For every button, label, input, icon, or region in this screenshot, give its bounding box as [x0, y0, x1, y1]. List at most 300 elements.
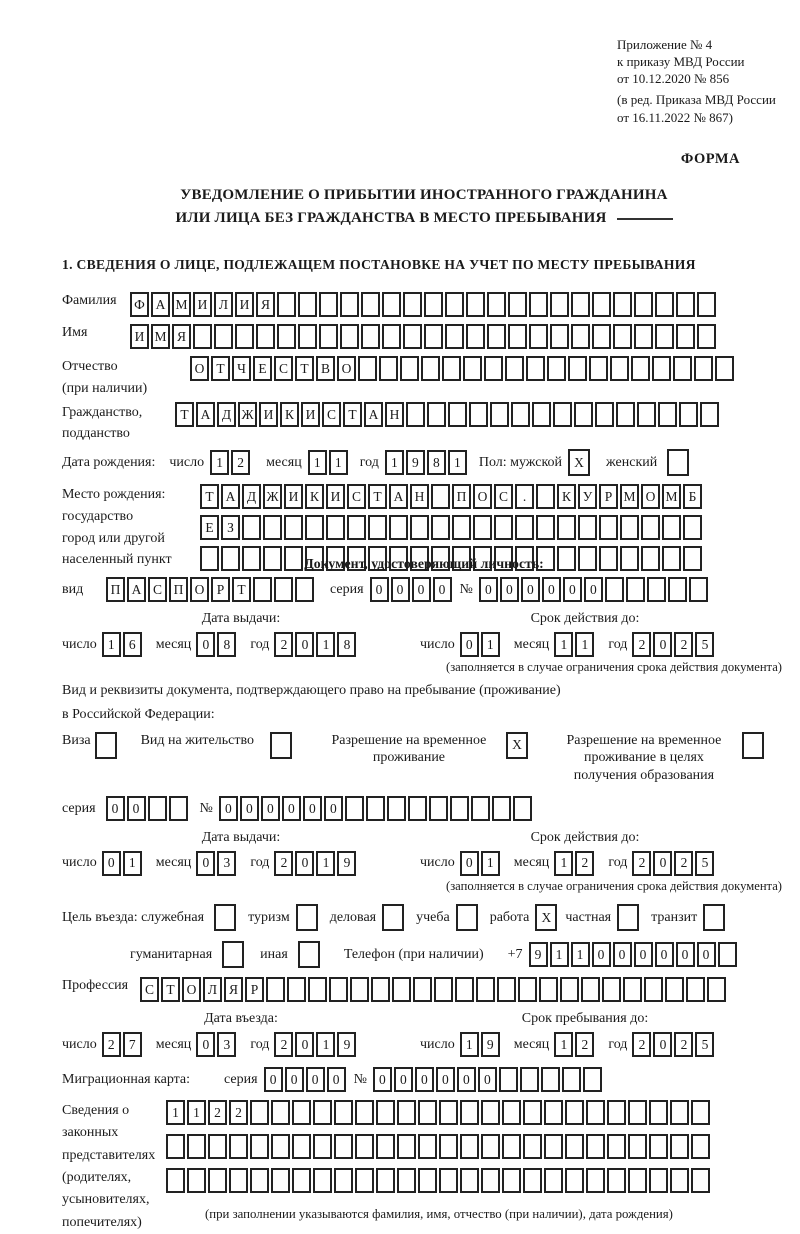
char-cell[interactable] [296, 904, 318, 931]
char-cell[interactable] [476, 977, 495, 1002]
char-cell[interactable] [508, 292, 527, 317]
char-cell[interactable]: 1 [187, 1100, 206, 1125]
char-cell[interactable]: 0 [295, 632, 314, 657]
char-cell[interactable]: 0 [102, 851, 121, 876]
representatives-row3-boxes[interactable] [166, 1168, 712, 1193]
char-cell[interactable] [450, 796, 469, 821]
char-cell[interactable]: 2 [208, 1100, 227, 1125]
char-cell[interactable]: Ж [263, 484, 282, 509]
char-cell[interactable] [649, 1100, 668, 1125]
char-cell[interactable] [355, 1168, 374, 1193]
char-cell[interactable] [523, 1100, 542, 1125]
birth-year-boxes[interactable] [385, 450, 469, 475]
char-cell[interactable]: 0 [613, 942, 632, 967]
char-cell[interactable] [592, 324, 611, 349]
char-cell[interactable] [497, 977, 516, 1002]
char-cell[interactable] [305, 515, 324, 540]
char-cell[interactable] [700, 402, 719, 427]
char-cell[interactable] [697, 292, 716, 317]
char-cell[interactable]: 0 [373, 1067, 392, 1092]
char-cell[interactable]: М [172, 292, 191, 317]
other-checkbox[interactable] [298, 941, 322, 968]
char-cell[interactable] [334, 1134, 353, 1159]
res-issue-month-boxes[interactable] [196, 851, 238, 876]
char-cell[interactable] [691, 1134, 710, 1159]
temp-residence-checkbox[interactable] [506, 732, 530, 759]
char-cell[interactable] [539, 977, 558, 1002]
char-cell[interactable]: 8 [337, 632, 356, 657]
study-checkbox[interactable] [456, 904, 480, 931]
char-cell[interactable] [242, 546, 261, 571]
char-cell[interactable]: . [515, 484, 534, 509]
char-cell[interactable]: 0 [436, 1067, 455, 1092]
char-cell[interactable]: Ч [232, 356, 251, 381]
char-cell[interactable] [637, 402, 656, 427]
char-cell[interactable] [200, 546, 219, 571]
char-cell[interactable]: 0 [653, 1032, 672, 1057]
char-cell[interactable]: К [305, 484, 324, 509]
char-cell[interactable] [742, 732, 764, 759]
char-cell[interactable] [662, 546, 681, 571]
char-cell[interactable] [658, 402, 677, 427]
char-cell[interactable]: X [568, 449, 590, 476]
sex-male-checkbox[interactable] [568, 449, 592, 476]
char-cell[interactable] [376, 1100, 395, 1125]
char-cell[interactable] [683, 515, 702, 540]
char-cell[interactable] [571, 324, 590, 349]
char-cell[interactable] [361, 324, 380, 349]
char-cell[interactable]: 2 [102, 1032, 121, 1057]
char-cell[interactable]: 0 [433, 577, 452, 602]
char-cell[interactable] [298, 324, 317, 349]
char-cell[interactable] [544, 1168, 563, 1193]
char-cell[interactable]: 0 [370, 577, 389, 602]
char-cell[interactable] [270, 732, 292, 759]
char-cell[interactable]: 0 [324, 796, 343, 821]
char-cell[interactable] [655, 292, 674, 317]
char-cell[interactable] [550, 292, 569, 317]
char-cell[interactable]: С [148, 577, 167, 602]
char-cell[interactable]: К [280, 402, 299, 427]
char-cell[interactable] [466, 324, 485, 349]
char-cell[interactable] [617, 904, 639, 931]
char-cell[interactable]: 9 [481, 1032, 500, 1057]
char-cell[interactable]: X [535, 904, 557, 931]
representatives-row1-boxes[interactable] [166, 1100, 712, 1125]
char-cell[interactable] [368, 515, 387, 540]
char-cell[interactable] [547, 356, 566, 381]
char-cell[interactable]: И [259, 402, 278, 427]
char-cell[interactable] [518, 977, 537, 1002]
doc-number-boxes[interactable] [479, 577, 710, 602]
char-cell[interactable] [366, 796, 385, 821]
char-cell[interactable]: Е [200, 515, 219, 540]
char-cell[interactable] [221, 546, 240, 571]
char-cell[interactable] [620, 546, 639, 571]
char-cell[interactable]: 2 [575, 851, 594, 876]
char-cell[interactable] [560, 977, 579, 1002]
char-cell[interactable] [460, 1134, 479, 1159]
identity-expiry-month-boxes[interactable] [554, 632, 596, 657]
char-cell[interactable]: 1 [102, 632, 121, 657]
entry-year-boxes[interactable] [274, 1032, 358, 1057]
res-expiry-day-boxes[interactable] [460, 851, 502, 876]
temp-residence-edu-checkbox[interactable] [742, 732, 766, 759]
char-cell[interactable] [532, 402, 551, 427]
char-cell[interactable]: 0 [653, 632, 672, 657]
char-cell[interactable] [355, 1134, 374, 1159]
char-cell[interactable]: 1 [329, 450, 348, 475]
char-cell[interactable] [350, 977, 369, 1002]
char-cell[interactable] [670, 1134, 689, 1159]
char-cell[interactable] [589, 356, 608, 381]
char-cell[interactable] [631, 356, 650, 381]
transit-checkbox[interactable] [703, 904, 727, 931]
char-cell[interactable] [673, 356, 692, 381]
char-cell[interactable]: Л [203, 977, 222, 1002]
char-cell[interactable]: Т [295, 356, 314, 381]
char-cell[interactable]: 0 [460, 851, 479, 876]
char-cell[interactable] [466, 292, 485, 317]
char-cell[interactable]: 1 [481, 632, 500, 657]
char-cell[interactable] [397, 1100, 416, 1125]
char-cell[interactable] [578, 546, 597, 571]
char-cell[interactable]: С [140, 977, 159, 1002]
char-cell[interactable]: Н [410, 484, 429, 509]
char-cell[interactable] [148, 796, 167, 821]
char-cell[interactable] [334, 1168, 353, 1193]
char-cell[interactable]: А [221, 484, 240, 509]
char-cell[interactable]: 1 [385, 450, 404, 475]
char-cell[interactable] [355, 1100, 374, 1125]
humanitarian-checkbox[interactable] [222, 941, 246, 968]
char-cell[interactable] [274, 577, 293, 602]
char-cell[interactable]: Я [256, 292, 275, 317]
char-cell[interactable] [487, 324, 506, 349]
char-cell[interactable] [649, 1134, 668, 1159]
char-cell[interactable] [481, 1168, 500, 1193]
char-cell[interactable] [471, 796, 490, 821]
char-cell[interactable]: Т [200, 484, 219, 509]
char-cell[interactable] [628, 1100, 647, 1125]
char-cell[interactable]: 2 [632, 632, 651, 657]
char-cell[interactable] [358, 356, 377, 381]
char-cell[interactable]: 0 [264, 1067, 283, 1092]
char-cell[interactable]: 0 [196, 632, 215, 657]
identity-expiry-day-boxes[interactable] [460, 632, 502, 657]
doc-type-boxes[interactable] [106, 577, 316, 602]
char-cell[interactable] [581, 977, 600, 1002]
char-cell[interactable]: С [274, 356, 293, 381]
char-cell[interactable] [523, 1168, 542, 1193]
identity-issue-day-boxes[interactable] [102, 632, 144, 657]
char-cell[interactable]: 2 [274, 632, 293, 657]
char-cell[interactable]: 0 [106, 796, 125, 821]
char-cell[interactable]: 9 [406, 450, 425, 475]
char-cell[interactable]: Ф [130, 292, 149, 317]
char-cell[interactable]: 0 [478, 1067, 497, 1092]
char-cell[interactable]: 1 [550, 942, 569, 967]
char-cell[interactable]: 0 [634, 942, 653, 967]
char-cell[interactable] [319, 292, 338, 317]
char-cell[interactable] [715, 356, 734, 381]
char-cell[interactable] [676, 324, 695, 349]
char-cell[interactable] [529, 324, 548, 349]
char-cell[interactable] [214, 904, 236, 931]
char-cell[interactable] [670, 1100, 689, 1125]
char-cell[interactable]: 8 [217, 632, 236, 657]
char-cell[interactable] [439, 1168, 458, 1193]
char-cell[interactable] [95, 732, 117, 759]
char-cell[interactable] [408, 796, 427, 821]
char-cell[interactable] [229, 1134, 248, 1159]
char-cell[interactable]: О [337, 356, 356, 381]
char-cell[interactable]: С [494, 484, 513, 509]
char-cell[interactable] [271, 1168, 290, 1193]
migration-number-boxes[interactable] [373, 1067, 604, 1092]
char-cell[interactable]: 2 [632, 1032, 651, 1057]
char-cell[interactable] [481, 1100, 500, 1125]
char-cell[interactable] [703, 904, 725, 931]
char-cell[interactable]: П [169, 577, 188, 602]
business-checkbox[interactable] [382, 904, 406, 931]
char-cell[interactable]: 8 [427, 450, 446, 475]
char-cell[interactable] [484, 356, 503, 381]
char-cell[interactable] [410, 515, 429, 540]
char-cell[interactable]: 0 [219, 796, 238, 821]
char-cell[interactable] [434, 977, 453, 1002]
char-cell[interactable]: И [193, 292, 212, 317]
char-cell[interactable] [628, 1134, 647, 1159]
char-cell[interactable] [686, 977, 705, 1002]
char-cell[interactable]: 0 [295, 851, 314, 876]
char-cell[interactable]: 1 [123, 851, 142, 876]
char-cell[interactable] [599, 546, 618, 571]
char-cell[interactable] [418, 1134, 437, 1159]
char-cell[interactable]: И [130, 324, 149, 349]
char-cell[interactable] [583, 1067, 602, 1092]
res-expiry-year-boxes[interactable] [632, 851, 716, 876]
char-cell[interactable] [641, 515, 660, 540]
char-cell[interactable] [623, 977, 642, 1002]
char-cell[interactable] [520, 1067, 539, 1092]
char-cell[interactable] [544, 1100, 563, 1125]
char-cell[interactable]: Н [385, 402, 404, 427]
char-cell[interactable] [574, 402, 593, 427]
char-cell[interactable] [329, 977, 348, 1002]
char-cell[interactable]: 1 [554, 632, 573, 657]
char-cell[interactable] [553, 402, 572, 427]
char-cell[interactable]: 9 [529, 942, 548, 967]
char-cell[interactable] [169, 796, 188, 821]
char-cell[interactable] [595, 402, 614, 427]
char-cell[interactable]: С [347, 484, 366, 509]
char-cell[interactable] [492, 796, 511, 821]
char-cell[interactable] [379, 356, 398, 381]
res-issue-year-boxes[interactable] [274, 851, 358, 876]
char-cell[interactable]: Т [211, 356, 230, 381]
identity-issue-year-boxes[interactable] [274, 632, 358, 657]
official-checkbox[interactable] [214, 904, 238, 931]
char-cell[interactable] [298, 292, 317, 317]
char-cell[interactable] [187, 1134, 206, 1159]
char-cell[interactable]: А [127, 577, 146, 602]
char-cell[interactable] [418, 1168, 437, 1193]
char-cell[interactable] [308, 977, 327, 1002]
char-cell[interactable] [266, 977, 285, 1002]
profession-boxes[interactable] [140, 977, 728, 1002]
char-cell[interactable] [665, 977, 684, 1002]
char-cell[interactable] [599, 515, 618, 540]
char-cell[interactable]: 1 [316, 1032, 335, 1057]
char-cell[interactable] [571, 292, 590, 317]
char-cell[interactable] [502, 1168, 521, 1193]
char-cell[interactable]: 0 [196, 851, 215, 876]
char-cell[interactable]: 1 [481, 851, 500, 876]
char-cell[interactable] [382, 904, 404, 931]
char-cell[interactable] [613, 292, 632, 317]
char-cell[interactable]: 0 [391, 577, 410, 602]
char-cell[interactable] [647, 577, 666, 602]
residence-permit-checkbox[interactable] [270, 732, 294, 759]
char-cell[interactable]: В [316, 356, 335, 381]
char-cell[interactable] [536, 484, 555, 509]
char-cell[interactable] [250, 1100, 269, 1125]
char-cell[interactable] [400, 356, 419, 381]
char-cell[interactable]: Т [232, 577, 251, 602]
char-cell[interactable]: О [182, 977, 201, 1002]
char-cell[interactable] [389, 515, 408, 540]
char-cell[interactable]: М [620, 484, 639, 509]
birth-place-row2-boxes[interactable] [200, 515, 704, 540]
char-cell[interactable] [460, 1100, 479, 1125]
char-cell[interactable] [610, 356, 629, 381]
char-cell[interactable]: 2 [274, 1032, 293, 1057]
char-cell[interactable] [326, 515, 345, 540]
char-cell[interactable]: У [578, 484, 597, 509]
char-cell[interactable] [439, 1134, 458, 1159]
char-cell[interactable] [271, 1100, 290, 1125]
char-cell[interactable] [340, 292, 359, 317]
doc-series-boxes[interactable] [370, 577, 454, 602]
char-cell[interactable] [284, 515, 303, 540]
char-cell[interactable] [550, 324, 569, 349]
char-cell[interactable] [679, 402, 698, 427]
char-cell[interactable]: 0 [303, 796, 322, 821]
char-cell[interactable] [565, 1134, 584, 1159]
char-cell[interactable] [376, 1168, 395, 1193]
char-cell[interactable]: 0 [460, 632, 479, 657]
char-cell[interactable] [187, 1168, 206, 1193]
char-cell[interactable] [565, 1100, 584, 1125]
char-cell[interactable] [371, 977, 390, 1002]
char-cell[interactable] [526, 356, 545, 381]
char-cell[interactable] [641, 546, 660, 571]
char-cell[interactable]: 2 [229, 1100, 248, 1125]
char-cell[interactable]: М [151, 324, 170, 349]
char-cell[interactable] [644, 977, 663, 1002]
char-cell[interactable]: 5 [695, 1032, 714, 1057]
char-cell[interactable] [607, 1134, 626, 1159]
char-cell[interactable]: 0 [415, 1067, 434, 1092]
phone-boxes[interactable] [529, 942, 739, 967]
char-cell[interactable]: 9 [337, 851, 356, 876]
char-cell[interactable] [536, 515, 555, 540]
char-cell[interactable]: Е [253, 356, 272, 381]
char-cell[interactable] [445, 292, 464, 317]
char-cell[interactable] [403, 324, 422, 349]
char-cell[interactable] [508, 324, 527, 349]
char-cell[interactable]: О [641, 484, 660, 509]
char-cell[interactable] [513, 796, 532, 821]
char-cell[interactable] [691, 1168, 710, 1193]
char-cell[interactable]: 0 [127, 796, 146, 821]
char-cell[interactable]: Ж [238, 402, 257, 427]
char-cell[interactable] [340, 324, 359, 349]
char-cell[interactable] [578, 515, 597, 540]
char-cell[interactable] [431, 484, 450, 509]
char-cell[interactable] [616, 402, 635, 427]
tourism-checkbox[interactable] [296, 904, 320, 931]
char-cell[interactable] [421, 356, 440, 381]
char-cell[interactable] [494, 515, 513, 540]
char-cell[interactable]: 0 [327, 1067, 346, 1092]
char-cell[interactable]: Б [683, 484, 702, 509]
char-cell[interactable] [586, 1168, 605, 1193]
char-cell[interactable]: 0 [457, 1067, 476, 1092]
char-cell[interactable] [683, 546, 702, 571]
char-cell[interactable] [424, 324, 443, 349]
char-cell[interactable] [208, 1168, 227, 1193]
char-cell[interactable]: И [326, 484, 345, 509]
birth-day-boxes[interactable] [210, 450, 252, 475]
char-cell[interactable] [397, 1168, 416, 1193]
char-cell[interactable]: 0 [306, 1067, 325, 1092]
char-cell[interactable] [256, 324, 275, 349]
char-cell[interactable] [511, 402, 530, 427]
char-cell[interactable] [529, 292, 548, 317]
char-cell[interactable]: 9 [337, 1032, 356, 1057]
char-cell[interactable] [452, 515, 471, 540]
char-cell[interactable]: 0 [394, 1067, 413, 1092]
char-cell[interactable]: Я [224, 977, 243, 1002]
birth-month-boxes[interactable] [308, 450, 350, 475]
identity-issue-month-boxes[interactable] [196, 632, 238, 657]
char-cell[interactable]: 0 [521, 577, 540, 602]
char-cell[interactable]: Т [368, 484, 387, 509]
char-cell[interactable]: 1 [571, 942, 590, 967]
char-cell[interactable]: К [557, 484, 576, 509]
sex-female-checkbox[interactable] [667, 449, 691, 476]
char-cell[interactable] [667, 449, 689, 476]
char-cell[interactable]: 2 [674, 1032, 693, 1057]
work-checkbox[interactable] [535, 904, 559, 931]
char-cell[interactable]: 0 [655, 942, 674, 967]
char-cell[interactable] [284, 546, 303, 571]
char-cell[interactable]: 2 [632, 851, 651, 876]
char-cell[interactable] [166, 1134, 185, 1159]
char-cell[interactable]: 0 [676, 942, 695, 967]
char-cell[interactable]: 0 [653, 851, 672, 876]
representatives-row2-boxes[interactable] [166, 1134, 712, 1159]
char-cell[interactable] [376, 1134, 395, 1159]
char-cell[interactable]: Я [172, 324, 191, 349]
char-cell[interactable] [424, 292, 443, 317]
char-cell[interactable] [345, 796, 364, 821]
char-cell[interactable] [292, 1134, 311, 1159]
char-cell[interactable] [541, 1067, 560, 1092]
char-cell[interactable] [487, 292, 506, 317]
